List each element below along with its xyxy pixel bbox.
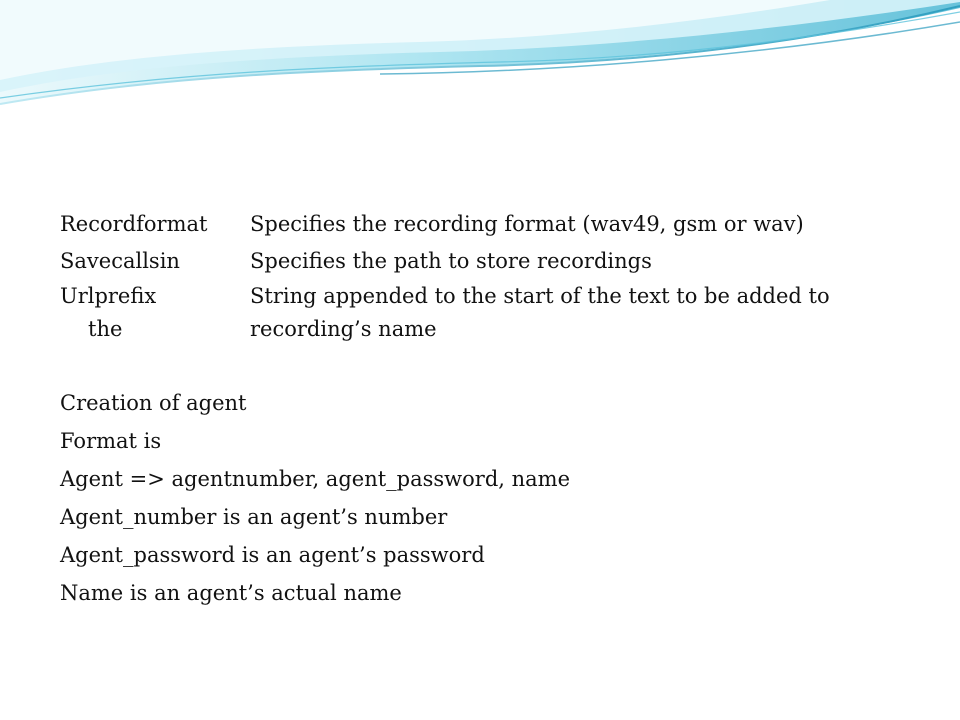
agent-line: Format is <box>60 429 162 453</box>
setting-description: String appended to the start of the text to be added to <box>250 284 830 308</box>
setting-description: Specifies the recording format (wav49, gsm or wav) <box>250 212 804 236</box>
setting-term: Urlprefix <box>60 284 157 308</box>
agent-line: Name is an agent’s actual name <box>60 581 402 605</box>
setting-term: Savecallsin <box>60 249 180 273</box>
agent-line: Agent_number is an agent’s number <box>60 505 448 529</box>
spacer <box>60 350 940 384</box>
setting-row <box>60 243 940 280</box>
header-wave-decoration <box>0 0 960 110</box>
agent-line: Agent => agentnumber, agent_password, name <box>60 467 571 491</box>
setting-description-continuation: recording’s name <box>250 317 437 341</box>
slide-body <box>60 206 940 612</box>
setting-term-block <box>60 280 250 346</box>
agent-line: Creation of agent <box>60 391 247 415</box>
setting-description-block <box>250 280 940 346</box>
setting-term: Recordformat <box>60 212 208 236</box>
setting-description: Specifies the path to store recordings <box>250 249 652 273</box>
agent-line: Agent_password is an agent’s password <box>60 543 485 567</box>
setting-row <box>60 206 940 243</box>
setting-row <box>60 280 940 350</box>
setting-term-continuation: the <box>88 317 123 341</box>
